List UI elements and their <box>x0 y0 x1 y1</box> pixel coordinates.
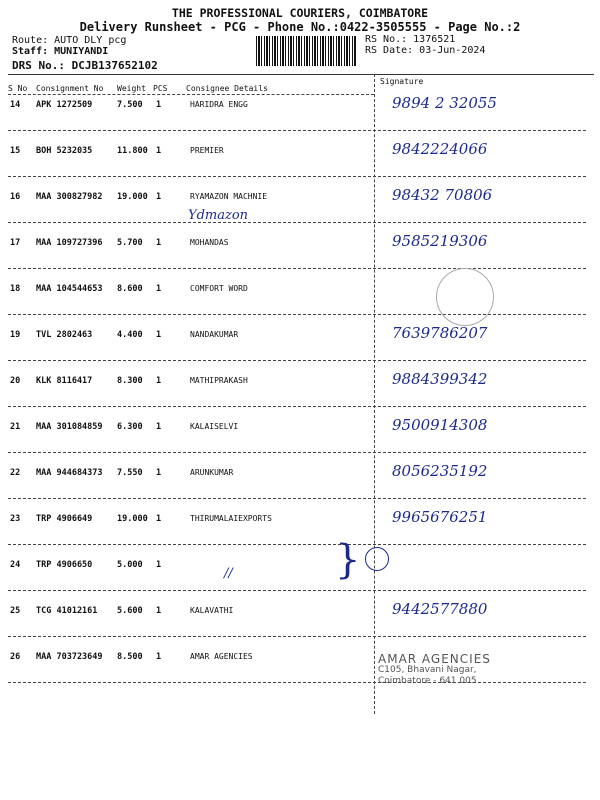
row-sno: 22 <box>10 468 21 478</box>
row-separator <box>8 636 586 637</box>
row-weight: 11.800 <box>117 146 148 156</box>
row-separator <box>8 176 586 177</box>
row-consignee: MATHIPRAKASH <box>190 376 248 385</box>
row-consignee: THIRUMALAIEXPORTS <box>190 514 272 523</box>
col-consignment: Consignment No <box>36 84 104 93</box>
row-consignee: HARIDRA ENGG <box>190 100 248 109</box>
row-sno: 21 <box>10 422 21 432</box>
row-consignment: TCG 41012161 <box>36 606 98 616</box>
row-consignment: MAA 703723649 <box>36 652 103 662</box>
bracket-mark: } <box>335 537 361 583</box>
row-sno: 23 <box>10 514 21 524</box>
row-pcs: 1 <box>156 192 162 202</box>
row-pcs: 1 <box>156 422 162 432</box>
row-weight: 19.000 <box>117 192 148 202</box>
row-consignment: MAA 300827982 <box>36 192 103 202</box>
row-pcs: 1 <box>156 238 162 248</box>
row-signature: 7639786207 <box>392 324 488 342</box>
row-consignee: RYAMAZON MACHNIE <box>190 192 268 201</box>
ditto-mark: // <box>224 566 233 581</box>
row-separator <box>8 452 586 453</box>
row-pcs: 1 <box>156 376 162 386</box>
row-weight: 19.000 <box>117 514 148 524</box>
row-pcs: 1 <box>156 468 162 478</box>
row-signature: 9884399342 <box>392 370 488 388</box>
row-consignee: NANDAKUMAR <box>190 330 239 339</box>
row-pcs: 1 <box>156 284 162 294</box>
row-consignee: KALAVATHI <box>190 606 234 615</box>
row-consignment: BOH 5232035 <box>36 146 93 156</box>
row-pcs: 1 <box>156 330 162 340</box>
handwritten-note: Ydmazon <box>188 208 249 223</box>
row-consignee: MOHANDAS <box>190 238 229 247</box>
stamp-line-1: AMAR AGENCIES <box>378 652 491 666</box>
row-consignment: MAA 944684373 <box>36 468 103 478</box>
row-consignment: KLK 8116417 <box>36 376 93 386</box>
row-weight: 7.500 <box>117 100 143 110</box>
row-sno: 17 <box>10 238 21 248</box>
circle-mark <box>365 547 389 571</box>
row-separator <box>8 498 586 499</box>
row-consignment: TRP 4906650 <box>36 560 93 570</box>
row-weight: 5.600 <box>117 606 143 616</box>
row-weight: 7.550 <box>117 468 143 478</box>
row-signature: 9442577880 <box>392 600 488 618</box>
row-weight: 5.700 <box>117 238 143 248</box>
row-consignee: AMAR AGENCIES <box>190 652 253 661</box>
col-consignee: Consignee Details <box>186 84 268 93</box>
runsheet-title: Delivery Runsheet - PCG - Phone No.:0422-3505555 - Page No.:2 <box>79 20 521 34</box>
row-pcs: 1 <box>156 514 162 524</box>
row-pcs: 1 <box>156 606 162 616</box>
row-consignee: PREMIER <box>190 146 224 155</box>
stamp-line-3: Coimbatore - 641 005 <box>378 676 477 686</box>
row-consignment: MAA 109727396 <box>36 238 103 248</box>
row-sno: 19 <box>10 330 21 340</box>
barcode <box>256 36 356 66</box>
row-pcs: 1 <box>156 560 162 570</box>
row-consignee: COMFORT WORD <box>190 284 248 293</box>
row-consignee: ARUNKUMAR <box>190 468 234 477</box>
row-separator <box>8 406 586 407</box>
row-sno: 14 <box>10 100 21 110</box>
row-signature: 8056235192 <box>392 462 488 480</box>
row-separator <box>8 544 586 545</box>
row-weight: 8.500 <box>117 652 143 662</box>
row-separator <box>8 314 586 315</box>
row-sno: 25 <box>10 606 21 616</box>
col-pcs: PCS <box>153 84 168 93</box>
row-sno: 26 <box>10 652 21 662</box>
row-consignment: APK 1272509 <box>36 100 93 110</box>
row-separator <box>8 590 586 591</box>
comfort-word-stamp <box>436 268 494 326</box>
drs-number: DRS No.: DCJB137652102 <box>12 59 158 72</box>
header-rule <box>8 94 374 95</box>
row-signature: 9500914308 <box>392 416 488 434</box>
table-top-rule <box>8 74 594 75</box>
row-pcs: 1 <box>156 652 162 662</box>
row-sno: 15 <box>10 146 21 156</box>
row-sno: 24 <box>10 560 21 570</box>
row-weight: 6.300 <box>117 422 143 432</box>
row-separator <box>8 360 586 361</box>
rs-date: RS Date: 03-Jun-2024 <box>365 45 486 56</box>
row-pcs: 1 <box>156 100 162 110</box>
route-label: Route: AUTO DLY pcg <box>12 35 127 46</box>
company-title: THE PROFESSIONAL COURIERS, COIMBATORE <box>171 6 429 20</box>
row-consignment: TVL 2802463 <box>36 330 93 340</box>
col-sno: S No <box>8 84 28 93</box>
amar-agencies-stamp <box>378 654 491 687</box>
staff-label: Staff: MUNIYANDI <box>12 46 109 57</box>
row-weight: 4.400 <box>117 330 143 340</box>
stamp-line-2: C105, Bhavani Nagar, <box>378 665 477 675</box>
row-signature: 9842224066 <box>392 140 488 158</box>
signature-column-divider <box>374 74 375 714</box>
row-consignment: MAA 104544653 <box>36 284 103 294</box>
col-signature: Signature <box>380 77 424 86</box>
row-signature: 9585219306 <box>392 232 488 250</box>
row-consignment: MAA 301084859 <box>36 422 103 432</box>
row-signature: 98432 70806 <box>392 186 493 204</box>
row-separator <box>8 682 586 683</box>
row-separator <box>8 130 586 131</box>
row-signature: 9894 2 32055 <box>392 94 497 112</box>
row-sno: 16 <box>10 192 21 202</box>
row-consignment: TRP 4906649 <box>36 514 93 524</box>
rs-number: RS No.: 1376521 <box>365 34 456 45</box>
row-sno: 20 <box>10 376 21 386</box>
row-pcs: 1 <box>156 146 162 156</box>
row-weight: 8.300 <box>117 376 143 386</box>
row-separator <box>8 222 586 223</box>
row-consignee: KALAISELVI <box>190 422 239 431</box>
row-sno: 18 <box>10 284 21 294</box>
col-weight: Weight <box>117 84 146 93</box>
row-separator <box>8 268 586 269</box>
row-signature: 9965676251 <box>392 508 488 526</box>
row-weight: 5.000 <box>117 560 143 570</box>
row-weight: 8.600 <box>117 284 143 294</box>
